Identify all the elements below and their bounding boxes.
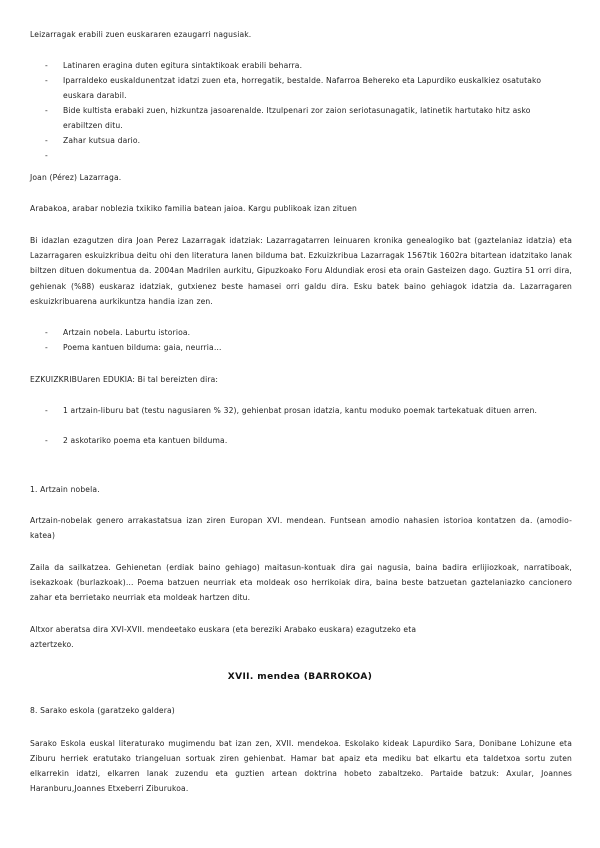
intro-paragraph: Leizarragak erabili zuen euskararen ezaugarri nagusiak. — [30, 30, 252, 39]
list-item — [30, 148, 572, 163]
list-item: - Poema kantuen bilduma: gaia, neurria… — [30, 340, 572, 355]
list-item: - Latinaren eragina duten egitura sintaktikoak erabili beharra. — [30, 58, 572, 73]
sarako-description: Sarako Eskola euskal literaturako mugimendu bat izan zen, XVII. mendekoa. Eskolako kideak Lapurdiko Sara, Donibane Lohizune eta Ziburu herriek eratutako triangeluan sortuak ziren gehienbat. Hamar bat apaiz eta mediku bat elkartu eta taldetxoa sortu zuten elkarrekin idatzi, elkarren lanak zuzendu eta guztien artean doktrina hobeto zabaltzeko. Partaide batzuk: Axular, Joannes Haranburu,Joannes Etxeberri Ziburukoa. — [30, 739, 572, 793]
author-bio: Arabakoa, arabar noblezia txikiko familia batean jaioa. Kargu publikoak izan zituen — [30, 204, 357, 213]
list-item: - Artzain nobela. Laburtu istorioa. — [30, 325, 572, 340]
section-title-artzain: 1. Artzain nobela. — [30, 485, 100, 494]
section-title-sarako: 8. Sarako eskola (garatzeko galdera) — [30, 706, 175, 715]
artzain-description: Artzain-nobelak genero arrakastatsua izan ziren Europan XVI. mendean. Funtsean amodio nahasien istorioa kontatzen da. (amodio-katea) — [30, 516, 572, 540]
content-list — [30, 403, 572, 448]
list-item: - 2 askotariko poema eta kantuen bilduma. — [30, 433, 572, 448]
treasure-line: Altxor aberatsa dira XVI-XVII. mendeetako euskara (eta bereziki Arabako euskara) ezagutzeko eta — [30, 625, 417, 634]
author-name: Joan (Pérez) Lazarraga. — [30, 173, 122, 182]
features-list — [30, 58, 572, 163]
manuscript-content-label: EZKUIZKRIBUaren EDUKIA: Bi tal bereizten dira: — [30, 375, 219, 384]
list-item: - 1 artzain-liburu bat (testu nagusiaren % 32), gehienbat prosan idatzia, kantu moduko poemak tartekatuak dituen arren. — [30, 403, 572, 418]
section-heading: XVII. mendea (BARROKOA) — [227, 672, 373, 682]
list-item: - Iparraldeko euskaldunentzat idatzi zuen eta, horregatik, bestalde. Nafarroa Behereko eta Lapurdiko euskalkiez osatutako euskara darabil. — [30, 73, 572, 103]
works-list — [30, 325, 572, 355]
works-paragraph: Bi idazlan ezagutzen dira Joan Perez Lazarragak idatziak: Lazarragatarren leinuaren kronika genealogiko bat (gaztelaniaz idatzia) eta Lazarragaren eskuizkribua deitu ohi den literatura lanen bilduma bat. Ezkuizkribua Lazarragak 1567tik 1602ra bitartean idatzitako lanak biltzen dituen dokumentua da. 2004an Madrilen aurkitu, Gipuzkoako Foru Aldundiak erosi eta orain Gasteizen dago. Guztira 51 orri dira, gehienak (%88) euskaraz idatziak, gutxienez beste hamasei orri galdu dira. Esku batek baino gehiagok idatzia da. Lazarragaren eskuizkribuarena aurkikuntza handia izan zen. — [30, 236, 572, 306]
list-item: - Bide kultista erabaki zuen, hizkuntza jasoarenalde. Itzulpenari zor zaion seriotasunagatik, latinetik hartutako hitz asko erabiltzen ditu. — [30, 103, 572, 133]
list-item: - Zahar kutsua dario. — [30, 133, 572, 148]
classification-paragraph: Zaila da sailkatzea. Gehienetan (erdiak baino gehiago) maitasun-kontuak dira gai nagusia, baina badira erlijiozkoak, narratiboak, isekazkoak (burlazkoak)… Poema batzuen neurriak eta moldeak oso herrikoiak dira, baina beste batzuetan gaztelaniazko cancionero zahar eta berrietako neurriak eta moldeak hartzen ditu. — [30, 563, 572, 602]
treasure-line-continued: aztertzeko. — [30, 640, 74, 649]
